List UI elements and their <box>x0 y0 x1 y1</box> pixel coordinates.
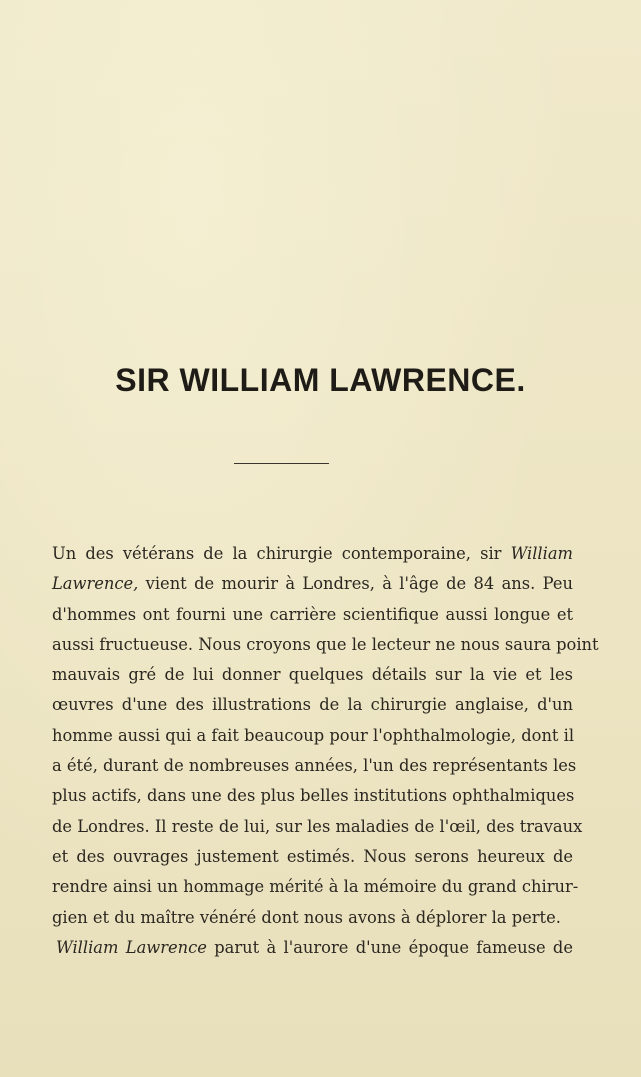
title-divider <box>234 463 329 464</box>
text-line: William Lawrence parut à l'aurore d'une époque fameuse de <box>56 937 573 957</box>
text-line: plus actifs, dans une des plus belles institutions ophthalmiques <box>52 786 575 806</box>
text-line: Lawrence, vient de mourir à Londres, à l'âge de 84 ans. Peu <box>52 574 573 594</box>
text-line: Un des vétérans de la chirurgie contemporaine, sir William <box>52 544 573 563</box>
text-line: homme aussi qui a fait beaucoup pour l'ophthalmologie, dont il <box>52 725 575 745</box>
text-line: gien et du maître vénéré dont nous avons à déplorer la perte. <box>52 907 561 927</box>
text-line: a été, durant de nombreuses années, l'un des représentants les <box>52 756 577 776</box>
text-line: œuvres d'une des illustrations de la chirurgie anglaise, d'un <box>52 695 573 715</box>
text-line: et des ouvrages justement estimés. Nous serons heureux de <box>52 846 573 866</box>
text-line: d'hommes ont fourni une carrière scientifique aussi longue et <box>52 604 573 624</box>
text-line: de Londres. Il reste de lui, sur les maladies de l'œil, des travaux <box>52 816 583 836</box>
text-line: rendre ainsi un hommage mérité à la mémoire du grand chirur- <box>52 877 579 897</box>
text-line: mauvais gré de lui donner quelques détails sur la vie et les <box>52 665 573 685</box>
page-title: SIR WILLIAM LAWRENCE. <box>115 362 526 398</box>
body-paragraph <box>52 539 599 963</box>
text-line: aussi fructueuse. Nous croyons que le lecteur ne nous saura point <box>52 634 599 654</box>
